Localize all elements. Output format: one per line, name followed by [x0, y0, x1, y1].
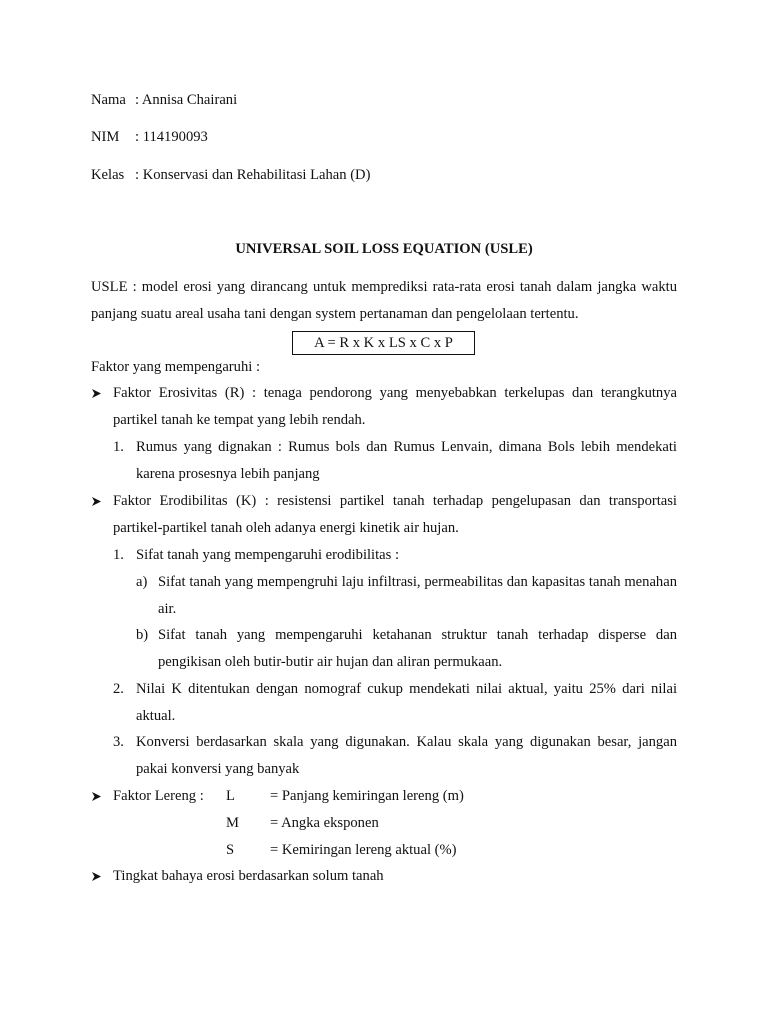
lereng-symbol: M	[226, 815, 239, 831]
lereng-label: Faktor Lereng :	[113, 788, 204, 804]
arrowhead-bullet-icon	[91, 863, 105, 890]
nama-label: Nama	[91, 92, 126, 108]
nama-value: : Annisa Chairani	[135, 92, 238, 108]
arrowhead-bullet-icon	[91, 783, 105, 810]
arrowhead-bullet-icon	[91, 488, 105, 515]
lereng-description: = Angka eksponen	[270, 815, 379, 831]
lereng-description: = Kemiringan lereng aktual (%)	[270, 842, 457, 858]
list-marker: a)	[136, 574, 148, 590]
list-marker: 1.	[113, 439, 124, 455]
list-marker: 2.	[113, 681, 124, 697]
bullet-erosivitas: Faktor Erosivitas (R) : tenaga pendorong yang menyebabkan terkelupas dan terangkutnya partikel tanah ke tempat yang lebih rendah.	[113, 385, 677, 428]
list-marker: 1.	[113, 547, 124, 563]
arrowhead-bullet-icon	[91, 380, 105, 407]
list-item: Sifat tanah yang mempengaruhi ketahanan struktur tanah terhadap disperse dan pengikisan oleh butir-butir air hujan dan aliran permukaan.	[158, 627, 677, 670]
document-title: UNIVERSAL SOIL LOSS EQUATION (USLE)	[235, 241, 533, 257]
intro-paragraph: USLE : model erosi yang dirancang untuk memprediksi rata-rata erosi tanah dalam jangka waktu panjang suatu areal usaha tani dengan system pertanaman dan pengelolaan tertentu.	[91, 279, 677, 322]
nim-label: NIM	[91, 129, 120, 145]
kelas-value: : Konservasi dan Rehabilitasi Lahan (D)	[135, 167, 371, 183]
list-item: Nilai K ditentukan dengan nomograf cukup mendekati nilai aktual, yaitu 25% dari nilai aktual.	[136, 681, 677, 724]
lereng-symbol: S	[226, 842, 235, 858]
kelas-label: Kelas	[91, 167, 125, 183]
list-item: Konversi berdasarkan skala yang digunakan. Kalau skala yang digunakan besar, jangan pakai konversi yang banyak	[136, 734, 677, 777]
list-item: Sifat tanah yang mempengruhi laju infiltrasi, permeabilitas dan kapasitas tanah menahan air.	[158, 574, 677, 617]
list-marker: 3.	[113, 734, 124, 750]
bullet-tingkat-bahaya: Tingkat bahaya erosi berdasarkan solum tanah	[113, 868, 384, 884]
list-item: Sifat tanah yang mempengaruhi erodibilitas :	[136, 547, 400, 563]
bullet-erodibilitas: Faktor Erodibilitas (K) : resistensi partikel tanah terhadap pengelupasan dan transportasi partikel-partikel tanah oleh adanya energi kinetik air hujan.	[113, 493, 677, 536]
lereng-symbol: L	[226, 788, 235, 804]
nim-value: : 114190093	[135, 129, 208, 145]
list-item: Rumus yang dignakan : Rumus bols dan Rumus Lenvain, dimana Bols lebih mendekati karena prosesnya lebih panjang	[136, 439, 677, 482]
lereng-description: = Panjang kemiringan lereng (m)	[270, 788, 464, 804]
usle-formula-box: A = R x K x LS x C x P	[292, 331, 475, 355]
list-marker: b)	[136, 627, 149, 643]
faktor-heading: Faktor yang mempengaruhi :	[91, 359, 261, 375]
